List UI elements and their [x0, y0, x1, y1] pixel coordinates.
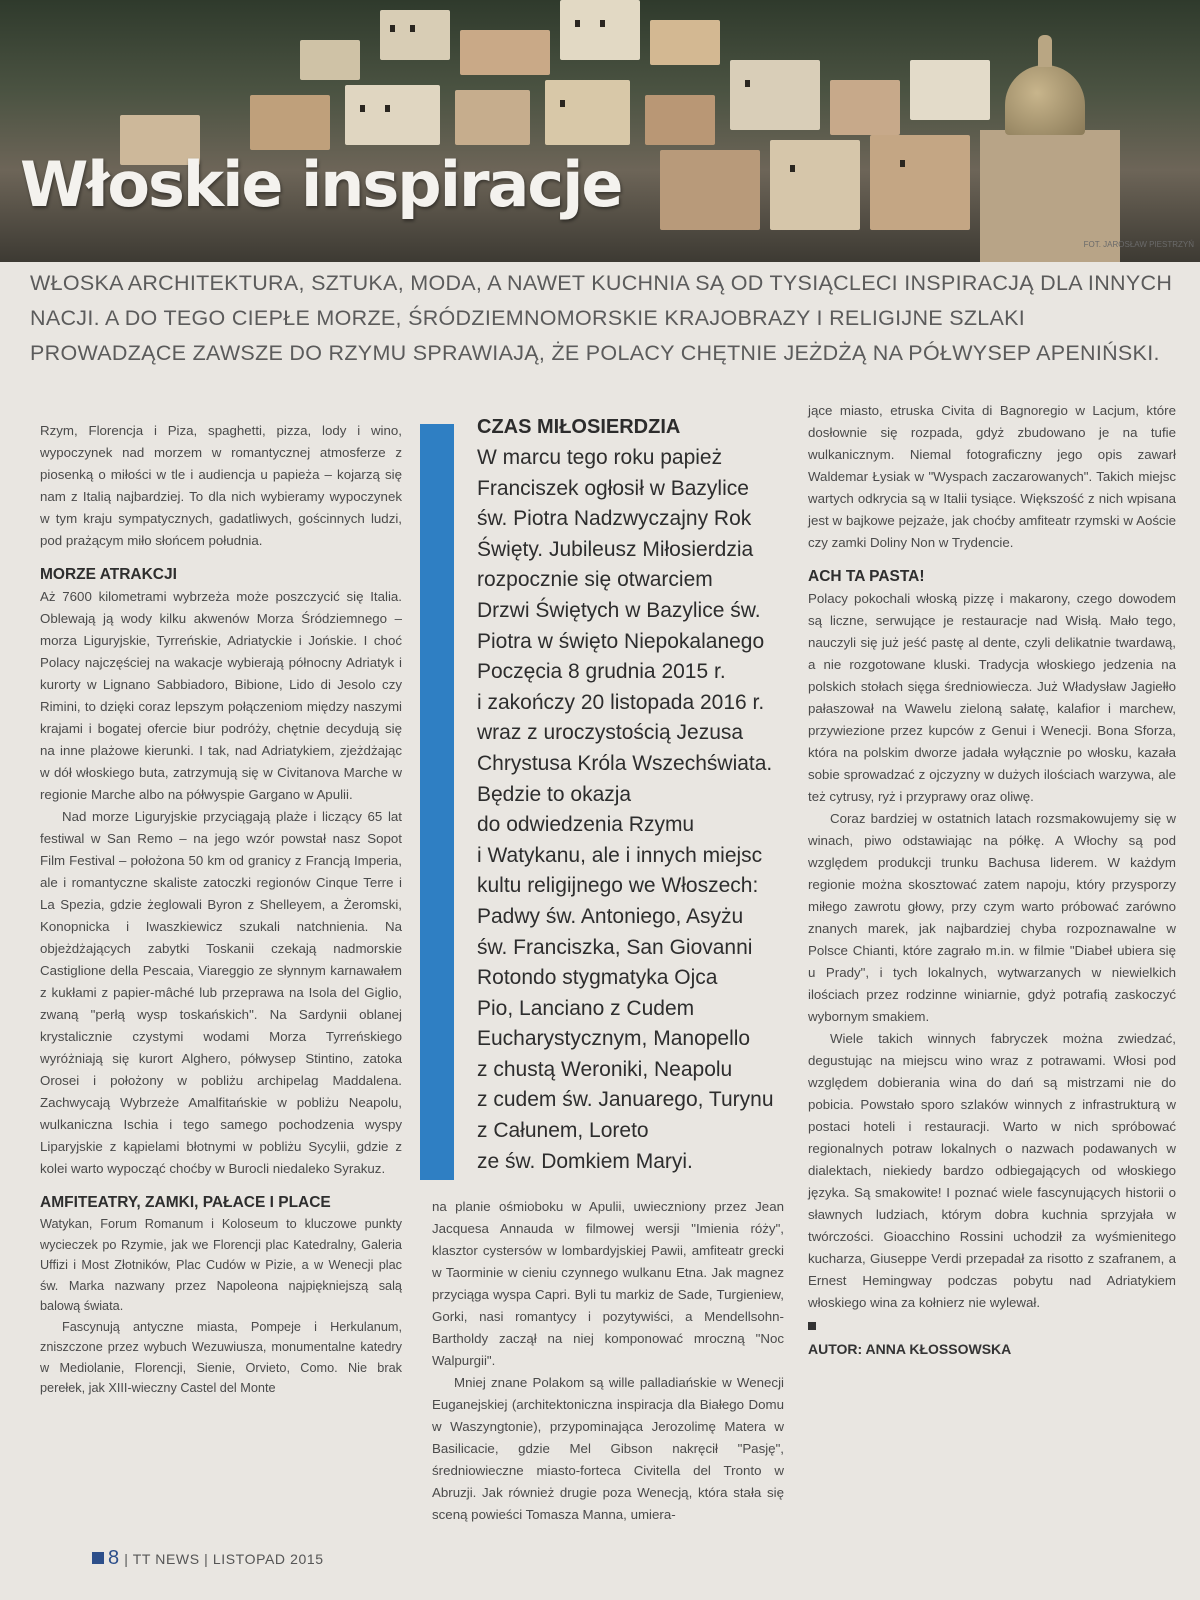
paragraph: Coraz bardziej w ostatnich latach rozsmakowujemy się w winach, piwo odstawiając na półkę. A Włochy są pod względem produkcji trunku Bachusa liderem. W każdym regionie można skosztować zatem napoju, który przysporzy miłego zawrotu głowy, przy czym warto próbować zarówno znanych marek, jak najbardziej chyba rozpoznawalne w Polsce Chianti, które zagrało m.in. w filmie "Diabeł ubiera się u Prady", i tych lokalnych, wytwarzanych w niewielkich ilościach przez rodzinne winiarnie, gdyż potrafią zaskoczyć wybornym smakiem. [808, 811, 1176, 1024]
section-heading-sea: MORZE ATRAKCJI [40, 566, 177, 583]
hillside-building [560, 0, 640, 60]
hillside-building [380, 10, 450, 60]
jubilee-line: Franciszek ogłosił w Bazylice [477, 476, 749, 500]
author-byline: AUTOR: ANNA KŁOSSOWSKA [808, 1341, 1012, 1357]
hillside-building [730, 60, 820, 130]
hillside-building [300, 40, 360, 80]
article-title: Włoskie inspiracje [20, 148, 622, 221]
jubilee-line: Pio, Lanciano z Cudem [477, 996, 695, 1020]
jubilee-line: Eucharystycznym, Manopello [477, 1027, 751, 1051]
end-of-article-mark [808, 1322, 816, 1330]
page-number: 8 [108, 1547, 120, 1569]
hillside-building [910, 60, 990, 120]
intro-paragraph: Rzym, Florencja i Piza, spaghetti, pizza, lody i wino, wypoczynek nad morzem w romantycznej atmosferze z piosenką o miłości w tle i audiencja u papieża – kojarzą się nam z Italią najbardziej. To dla nich wybieramy wypoczynek w tym kraju sympatycznych, gadatliwych, gościnnych ludzi, pod prażącym miło słońcem południa. [40, 423, 402, 548]
page-footer [92, 1547, 324, 1570]
section-heading-landmarks: AMFITEATRY, ZAMKI, PAŁACE I PLACE [40, 1194, 331, 1211]
jubilee-line: z chustą Weroniki, Neapolu [477, 1057, 733, 1081]
paragraph: jące miasto, etruska Civita di Bagnoregio w Lacjum, które dosłownie się rozpada, gdyż zbudowano je na tufie wulkanicznym. Niemal fotograficzny jego opis zawarł Waldemar Łysiak w "Wyspach zaczarowanych". Takich miejsc wartych odkrycia są w Italii tysiące. Większość z nich wpisana jest w bajkowe pejzaże, jak choćby amfiteatr rzymski w Aoście czy zamki Doliny Non w Trydencie. [808, 403, 1176, 550]
window [900, 160, 905, 167]
window [385, 105, 390, 112]
jubilee-box [477, 416, 797, 1177]
church-lantern [1038, 35, 1052, 67]
window [575, 20, 580, 27]
hillside-building [645, 95, 715, 145]
jubilee-text [477, 443, 797, 1177]
jubilee-line: Piotra w święto Niepokalanego [477, 629, 765, 653]
hillside-building [770, 140, 860, 230]
window [560, 100, 565, 107]
section-heading-pasta: ACH TA PASTA! [808, 568, 925, 585]
article-lead: WŁOSKA ARCHITEKTURA, SZTUKA, MODA, A NAWET KUCHNIA SĄ OD TYSIĄCLECI INSPIRACJĄ DLA INNYCH NACJI. A DO TEGO CIEPŁE MORZE, ŚRÓDZIEMNOMORSKIE KRAJOBRAZY I RELIGIJNE SZLAKI PROWADZĄCE ZAWSZE DO RZYMU SPRAWIAJĄ, ŻE POLACY CHĘTNIE JEŻDŻĄ NA PÓŁWYSEP APENIŃSKI. [30, 271, 1173, 365]
window [600, 20, 605, 27]
window [790, 165, 795, 172]
jubilee-line: do odwiedzenia Rzymu [477, 813, 695, 837]
footer-square-icon [92, 1552, 104, 1564]
window [410, 25, 415, 32]
hillside-building [660, 150, 760, 230]
paragraph: Watykan, Forum Romanum i Koloseum to kluczowe punkty wycieczek po Rzymie, jak we Florencji plac Katedralny, Galeria Uffizi i Most Złotników, Plac Cudów w Pizie, a w Wenecji plac św. Marka nazwany przez Napoleona najpiękniejszą salą balową świata. [40, 1217, 402, 1313]
paragraph: Wiele takich winnych fabryczek można zwiedzać, degustując na miejscu wino wraz z potrawami. Włosi pod względem dobierania wina do dań są mistrzami nie do pobicia. Powstało sporo szlaków winnych z infrastrukturą w postaci hoteli i restauracji. Warto w nich spróbować regionalnych potraw lokalnych o nazwach podawanych w dialektach, niekiedy bardzo odbiegających od włoskiego języka. Są smakowite! I poznać wiele fascynujących historii o sławnych ludziach, którym dobra kuchnia sprzyjała w twórczości. Gioacchino Rossini uchodził za wyśmienitego kucharza, Giuseppe Verdi przepadał za risotto z szafranem, a Ernest Hemingway podczas pobytu nad Adriatykiem włoskiego wina za kołnierz nie wylewał. [808, 1031, 1176, 1310]
jubilee-line: Będzie to okazja [477, 782, 632, 806]
hillside-building [460, 30, 550, 75]
window [360, 105, 365, 112]
accent-bar [420, 424, 454, 1180]
hillside-building [545, 80, 630, 145]
footer-publication: | TT NEWS | LISTOPAD 2015 [124, 1551, 324, 1567]
window [745, 80, 750, 87]
jubilee-line: Drzwi Świętych w Bazylice św. [477, 598, 761, 622]
hillside-building [455, 90, 530, 145]
paragraph: na planie ośmioboku w Apulii, uwieczniony przez Jean Jacquesa Annauda w filmowej wersji "Imienia róży", klasztor cystersów w lombardyjskiej Pawii, amfiteatr grecki w Taorminie w cieniu czynnego wulkanu Etna. Jak magnez przyciąga wyspa Capri. Byli tu markiz de Sade, Turgieniew, Gorki, nasi romantycy i pozytywiści, a Mendellsohn-Bartholdy zaczął na niej komponować mroczną "Noc Walpurgii". [432, 1199, 784, 1368]
jubilee-line: z cudem św. Januarego, Turynu [477, 1088, 774, 1112]
jubilee-line: z Całunem, Loreto [477, 1119, 649, 1143]
window [390, 25, 395, 32]
photo-credit: FOT. JAROSŁAW PIESTRZYŃ [1083, 240, 1194, 249]
jubilee-line: kultu religijnego we Włoszech: [477, 874, 759, 898]
jubilee-line: Święty. Jubileusz Miłosierdzia [477, 537, 754, 561]
paragraph: Aż 7600 kilometrami wybrzeża może poszczycić się Italia. Oblewają ją wody kilku akwenów Morza Śródziemnego – morza Liguryjskie, Tyrreńskie, Adriatyckie i Jońskie. I choć Polacy najczęściej na wakacje wybierają północny Adriatyk i kurorty w Lignano Sabbiadoro, Bibione, Lido di Jesolo czy Rimini, to dzięki coraz lepszym połączeniom między naszymi krajami i bogatej ofercie biur podróży, chętnie decydują się na inne plażowe kierunki. I tak, nad Adriatykiem, zjeżdżając w dół włoskiego buta, zatrzymują się w Civitanova Marche w regionie Marche albo na półwyspie Gargano w Apulii. [40, 589, 402, 802]
paragraph: Nad morze Liguryjskie przyciągają plaże i liczący 65 lat festiwal w San Remo – na jego wzór powstał nasz Sopot Film Festival – położona 50 km od granicy z Francją Imperia, ale i romantyczne skaliste zatoczki regionów Cinque Terre i La Spezia, gdzie żeglowali Byron z Shelleyem, a Żeromski, Konopnicka i Iwaszkiewicz szukali natchnienia. Na objeżdżających zabytki Toskanii czekają nadmorskie Castiglione della Pescaia, Viareggio ze słynnym karnawałem z kukłami z papier-mâché lub przeprawa na Isola del Giglio, zwaną "perłą wysp toskańskich". Na Sardynii oblanej krystalicznie czystymi wodami Morza Tyrreńskiego wyróżniają się kurort Alghero, półwysep Stintino, zatoka Orosei i położony w pobliżu archipelag Maddalena. Zachwycają Wybrzeże Amalfitańskie w pobliżu Neapolu, wulkaniczna Ischia i tego samego pochodzenia wyspy Liparyjskie z kąpielami błotnymi w pobliżu Sycylii, gdzie z kolei warto wypocząć choćby w Burocli niedaleko Syrakuz. [40, 809, 402, 1176]
church-dome [1005, 65, 1085, 135]
jubilee-line: wraz z uroczystością Jezusa [477, 721, 744, 745]
jubilee-line: i zakończy 20 listopada 2016 r. [477, 690, 765, 714]
jubilee-line: św. Franciszka, San Giovanni [477, 935, 753, 959]
jubilee-line: ze św. Domkiem Maryi. [477, 1149, 693, 1173]
jubilee-line: Rotondo stygmatyka Ojca [477, 966, 718, 990]
jubilee-line: św. Piotra Nadzwyczajny Rok [477, 507, 752, 531]
paragraph: Fascynują antyczne miasta, Pompeje i Herkulanum, zniszczone przez wybuch Wezuwiusza, monumentalne katedry w Mediolanie, Florencji, Sienie, Orvieto, Como. Nie brak perełek, jak XIII-wieczny Castel del Monte [40, 1319, 402, 1395]
hillside-building [250, 95, 330, 150]
jubilee-line: Padwy św. Antoniego, Asyżu [477, 904, 744, 928]
jubilee-heading: CZAS MIŁOSIERDZIA [477, 416, 681, 438]
jubilee-line: Poczęcia 8 grudnia 2015 r. [477, 660, 726, 684]
hillside-building [650, 20, 720, 65]
column-left [40, 420, 402, 1399]
paragraph: Mniej znane Polakom są wille palladiańskie w Wenecji Euganejskiej (architektoniczna inspiracja dla Białego Domu w Waszyngtonie), przypominająca Jerozolimę Matera w Basilicacie, gdzie Mel Gibson nakręcił "Pasję", średniowieczne miasto-forteca Civitella del Tronto w Abruzji. Jak również drugie poza Wenecją, która stała się sceną powieści Tomasza Manna, umiera- [432, 1375, 784, 1522]
hillside-building [830, 80, 900, 135]
jubilee-line: i Watykanu, ale i innych miejsc [477, 843, 763, 867]
jubilee-line: rozpocznie się otwarciem [477, 568, 713, 592]
paragraph: Polacy pokochali włoską pizzę i makarony, czego dowodem są liczne, serwujące je restauracje nad Wisłą. Mało tego, nauczyli się już jeść pastę al dente, czyli delikatnie twardawą, a nie rozgotowane kluski. Tradycja włoskiego jedzenia na polskich stołach sięga średniowiecza. Już Władysław Jagiełło pałaszował na Wawelu zieloną sałatę, kalafior i marchew, przywiezione przez kupców z Genui i Wenecji. Bona Sforza, która na polskim dworze jadała wyłącznie po włosku, kazała sobie sprowadzać z ojczyzny w dużych ilościach warzywa, ale też cytrusy, ryż i przyprawy oraz oliwę. [808, 591, 1176, 804]
column-middle-lower [432, 1196, 784, 1526]
jubilee-line: Chrystusa Króla Wszechświata. [477, 751, 773, 775]
hillside-building [870, 135, 970, 230]
column-right [808, 400, 1176, 1360]
hillside-building [345, 85, 440, 145]
hero-photo [0, 0, 1200, 262]
jubilee-line: W marcu tego roku papież [477, 446, 723, 469]
